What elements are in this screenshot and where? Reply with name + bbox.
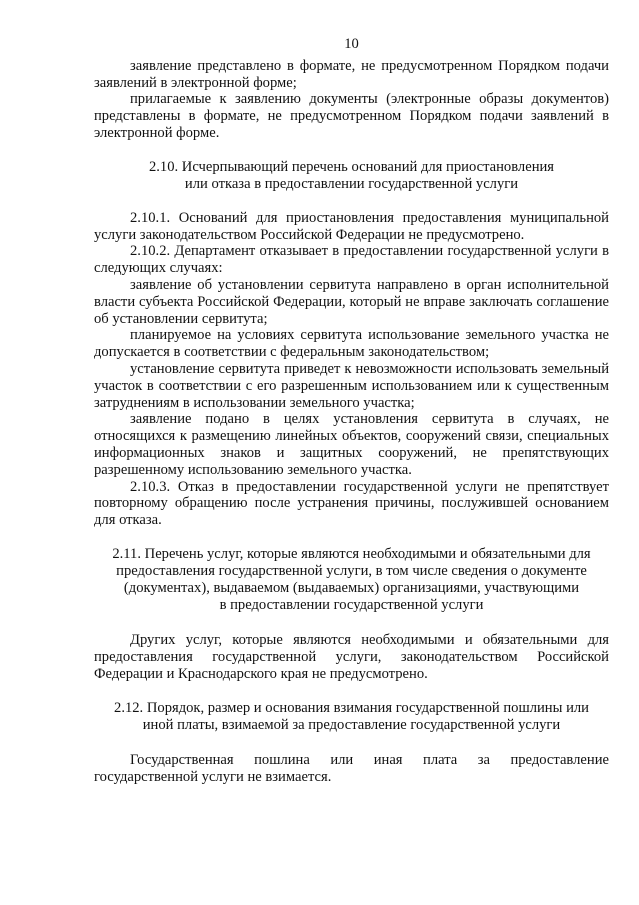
- heading-line: иной платы, взимаемой за предоставление государственной услуги: [142, 717, 561, 734]
- heading-line: 2.12. Порядок, размер и основания взимания государственной пошлины или: [114, 700, 589, 717]
- heading-line: 2.11. Перечень услуг, которые являются необходимыми и обязательными для: [112, 545, 591, 562]
- paragraph-2-10-3: 2.10.3. Отказ в предоставлении государственной услуги не препятствует повторному обращению после устранения причины, послужившей основанием для отказа.: [94, 478, 609, 529]
- paragraph-case-not-permitted: планируемое на условиях сервитута использование земельного участка не допускается в соответствии с федеральным законодательством;: [94, 327, 609, 361]
- page-number: 10: [344, 36, 359, 52]
- paragraph-case-other-purposes: заявление подано в целях установления сервитута в случаях, не относящихся к размещению линейных объектов, сооружений связи, специальных информационных знаков и защитных сооружений, не препятствующих разрешенному использованию земельного участка.: [94, 411, 609, 478]
- paragraph-2-11: Других услуг, которые являются необходимыми и обязательными для предоставления государственной услуги, законодательством Российской Федерации и Краснодарского края не предусмотрено.: [94, 631, 609, 682]
- heading-line: (документах), выдаваемом (выдаваемых) организациями, участвующими: [123, 579, 580, 596]
- paragraph-2-12: Государственная пошлина или иная плата за предоставление государственной услуги не взимается.: [94, 752, 609, 786]
- paragraph-case-wrong-authority: заявление об установлении сервитута направлено в орган исполнительной власти субъекта Российской Федерации, который не вправе заключать соглашение об установлении сервитута;: [94, 276, 609, 327]
- paragraph-2-10-1: 2.10.1. Оснований для приостановления предоставления муниципальной услуги законодательством Российской Федерации не предусмотрено.: [94, 209, 609, 243]
- heading-line: предоставления государственной услуги, в том числе сведения о документе: [116, 562, 587, 579]
- heading-line: 2.10. Исчерпывающий перечень оснований для приостановления: [148, 158, 555, 175]
- paragraph-format-reason: заявление представлено в формате, не предусмотренном Порядком подачи заявлений в электронной форме;: [94, 57, 609, 91]
- paragraph-2-10-2: 2.10.2. Департамент отказывает в предоставлении государственной услуги в следующих случаях:: [94, 243, 609, 277]
- heading-line: или отказа в предоставлении государственной услуги: [184, 175, 519, 192]
- section-heading-2-11: [94, 546, 609, 614]
- paragraph-case-impossible-use: установление сервитута приведет к невозможности использовать земельный участок в соответствии с его разрешенным использованием или к существенным затруднениям в использовании земельного участка;: [94, 360, 609, 411]
- section-heading-2-10: [94, 159, 609, 193]
- section-heading-2-12: [94, 700, 609, 734]
- heading-line: в предоставлении государственной услуги: [219, 596, 484, 613]
- paragraph-attached-docs-reason: прилагаемые к заявлению документы (электронные образы документов) представлены в формате, не предусмотренном Порядком подачи заявлений в электронной форме.: [94, 91, 609, 141]
